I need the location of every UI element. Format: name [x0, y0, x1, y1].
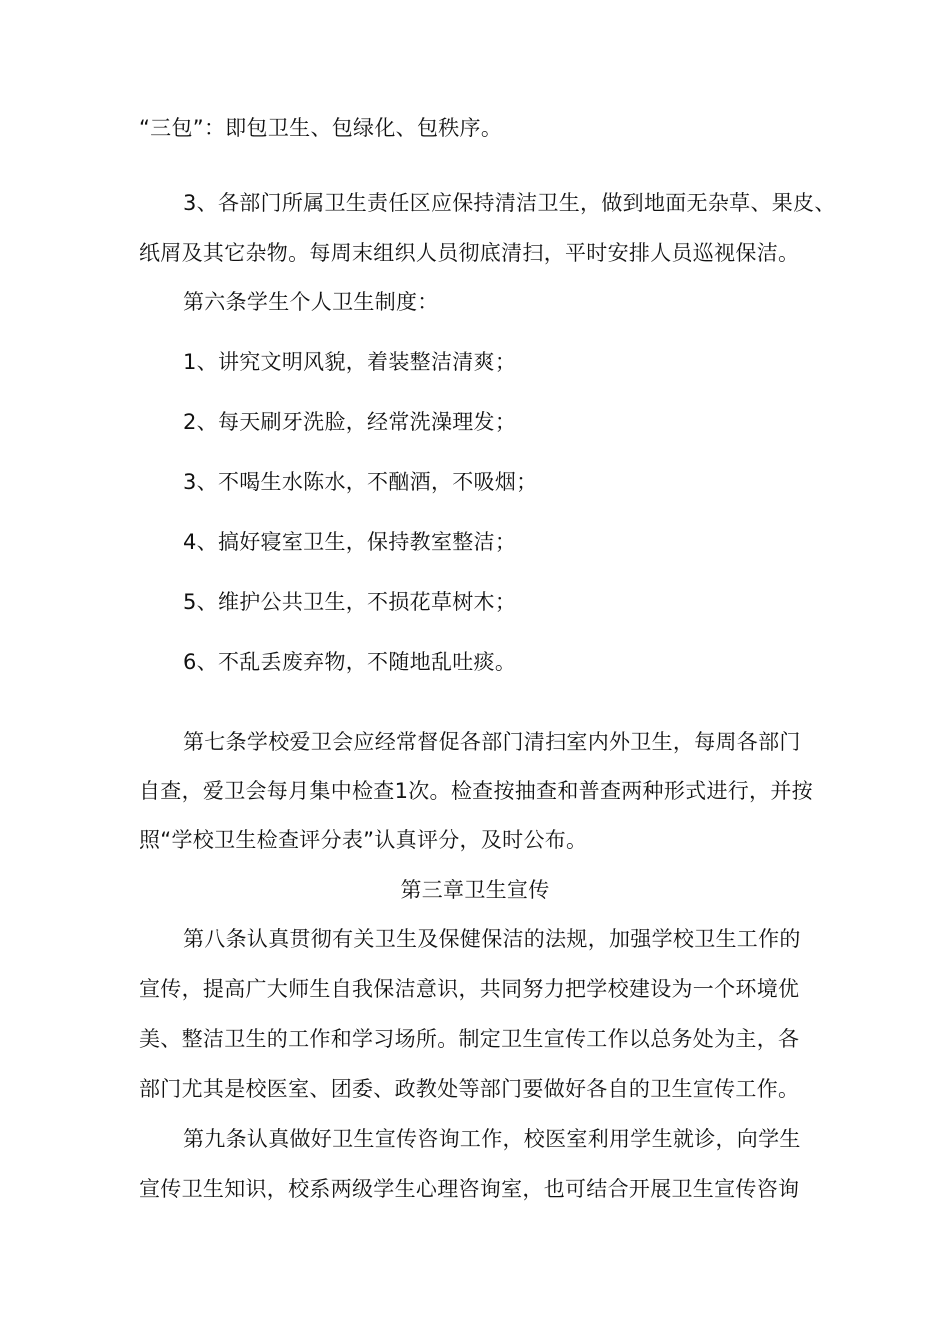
article8-line: 第八条认真贯彻有关卫生及保健保洁的法规，加强学校卫生工作的: [183, 927, 801, 951]
article8-line: 部门尤其是校医室、团委、政教处等部门要做好各自的卫生宣传工作。: [139, 1077, 800, 1101]
article9-line: 第九条认真做好卫生宣传咨询工作，校医室利用学生就诊，向学生: [183, 1127, 801, 1151]
article6-item: 3、不喝生水陈水，不酗酒，不吸烟；: [183, 470, 538, 494]
paragraph-sanbao: “三包”：即包卫生、包绿化、包秩序。: [139, 116, 503, 140]
article7-line: 自查，爱卫会每月集中检查1次。检查按抽查和普查两种形式进行，并按: [139, 779, 813, 803]
article8-line: 美、整洁卫生的工作和学习场所。制定卫生宣传工作以总务处为主，各: [139, 1027, 800, 1051]
paragraph-item3-line2: 纸屑及其它杂物。每周末组织人员彻底清扫，平时安排人员巡视保洁。: [139, 241, 800, 265]
article6-item: 2、每天刷牙洗脸，经常洗澡理发；: [183, 410, 517, 434]
article6-title: 第六条学生个人卫生制度：: [183, 290, 439, 314]
article7-line: 第七条学校爱卫会应经常督促各部门清扫室内外卫生，每周各部门: [183, 730, 801, 754]
article6-item: 6、不乱丢废弃物，不随地乱吐痰。: [183, 650, 517, 674]
article8-line: 宣传，提高广大师生自我保洁意识，共同努力把学校建设为一个环境优: [139, 977, 800, 1001]
article7-line: 照“学校卫生检查评分表”认真评分，及时公布。: [139, 828, 588, 852]
article6-item: 4、搞好寝室卫生，保持教室整洁；: [183, 530, 517, 554]
article6-item: 1、讲究文明风貌，着装整洁清爽；: [183, 350, 517, 374]
chapter3-heading: 第三章卫生宣传: [400, 878, 550, 902]
article9-line: 宣传卫生知识，校系两级学生心理咨询室，也可结合开展卫生宣传咨询: [139, 1177, 800, 1201]
article6-item: 5、维护公共卫生，不损花草树木；: [183, 590, 517, 614]
paragraph-item3-line1: 3、各部门所属卫生责任区应保持清洁卫生，做到地面无杂草、果皮、: [183, 191, 836, 215]
